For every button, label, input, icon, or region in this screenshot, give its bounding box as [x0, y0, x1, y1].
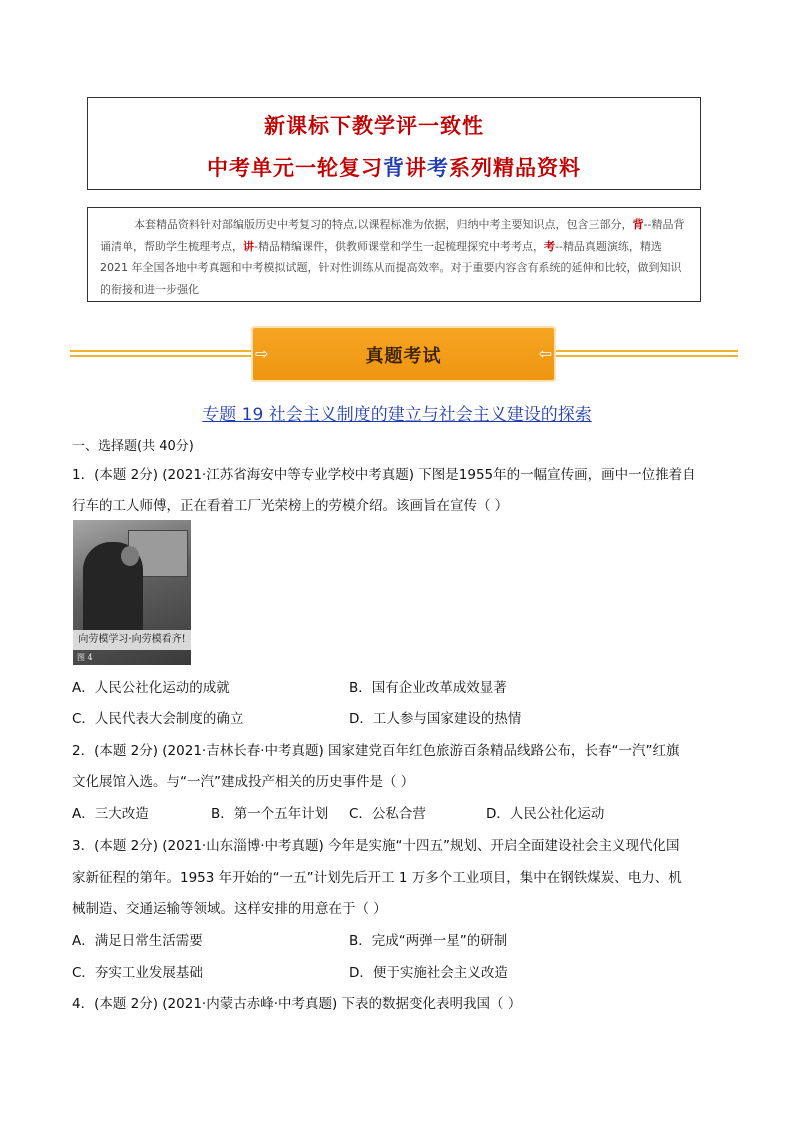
intro-bei: 背 — [632, 218, 644, 231]
intro-text-1: 本套精品资料针对部编版历史中考复习的特点,以课程标准为依据，归纳中考主要知识点，包含三部分， — [134, 218, 633, 231]
q1-option-c: C．人民代表大会制度的确立 — [72, 711, 244, 727]
propaganda-poster-image — [73, 520, 191, 665]
intro-jiang: 讲 — [243, 239, 254, 253]
banner-label: 真题考试 — [365, 346, 442, 367]
title-bei: 背 — [383, 155, 405, 180]
intro-box — [87, 207, 701, 302]
title-part-2: 系列精品资料 — [449, 155, 581, 180]
q3-option-b: B．完成“两弹一星”的研制 — [349, 933, 508, 949]
title-line-1: 新课标下教学评一致性 — [264, 113, 484, 138]
q2-option-b: B．第一个五年计划 — [211, 806, 329, 822]
question-3-line-3: 械制造、交通运输等领域。这样安排的用意在于（ ） — [72, 901, 387, 917]
q2-option-c: C．公私合营 — [349, 806, 426, 822]
question-1-line-1: 1．(本题 2分) (2021·江苏省海安中等专业学校中考真题) 下图是1955年的一幅宣传画，画中一位推着自 — [72, 467, 696, 483]
q2-option-d: D．人民公社化运动 — [486, 806, 605, 822]
q1-option-b: B．国有企业改革成效显著 — [349, 680, 507, 696]
intro-text-3: -精品精编课件，供教师课堂和学生一起梳理探究中考考点， — [254, 239, 544, 253]
q1-option-d: D．工人参与国家建设的热情 — [349, 711, 522, 727]
intro-text-2: --精品背诵清单，帮助学生梳理考点， — [100, 218, 685, 253]
question-2-line-2: 文化展馆入选。与“一汽”建成投产相关的历史事件是（ ） — [72, 774, 415, 790]
question-4-line-1: 4．(本题 2分) (2021·内蒙古赤峰·中考真题) 下表的数据变化表明我国（ ） — [72, 996, 522, 1012]
figure-label: 图 4 — [77, 653, 93, 662]
q3-option-d: D．便于实施社会主义改造 — [349, 965, 508, 981]
right-arrow-icon: ⇨ — [255, 344, 269, 363]
title-jiang: 讲 — [405, 155, 427, 180]
title-kao: 考 — [427, 155, 449, 180]
left-arrow-icon: ⇦ — [538, 344, 552, 363]
title-box — [87, 97, 701, 190]
section-heading: 一、选择题(共 40分) — [72, 439, 194, 454]
question-1-line-2: 行车的工人师傅，正在看着工厂光荣榜上的劳模介绍。该画旨在宣传（ ） — [72, 498, 509, 514]
question-2-line-1: 2．(本题 2分) (2021·吉林长春·中考真题) 国家建党百年红色旅游百条精品线路公布，长春“一汽”红旗 — [72, 743, 680, 759]
topic-heading: 专题 19 社会主义制度的建立与社会主义建设的探索 — [202, 405, 592, 425]
q1-option-a: A．人民公社化运动的成就 — [72, 680, 230, 696]
q2-option-a: A．三大改造 — [72, 806, 149, 822]
intro-kao: 考 — [543, 239, 555, 253]
intro-text-4: --精品真题演练，精选 2021 年全国各地中考真题和中考模拟试题，针对性训练从而提高效率。对于重要内容含有系统的延伸和比较，做到知识的衔接和进一步强化 — [100, 239, 682, 296]
title-line-2 — [88, 152, 700, 182]
question-3-line-1: 3．(本题 2分) (2021·山东淄博·中考真题) 今年是实施“十四五”规划、开启全面建设社会主义现代化国 — [72, 838, 680, 854]
q3-option-c: C．夯实工业发展基础 — [72, 965, 203, 981]
title-part-1: 中考单元一轮复习 — [207, 155, 383, 180]
question-3-line-2: 家新征程的第年。1953 年开始的“一五”计划先后开工 1 万多个工业项目，集中在钢铁煤炭、电力、机 — [72, 870, 682, 886]
section-banner — [251, 326, 556, 382]
poster-caption: 向劳模学习·向劳模看齐! — [73, 630, 191, 650]
q3-option-a: A．满足日常生活需要 — [72, 933, 203, 949]
